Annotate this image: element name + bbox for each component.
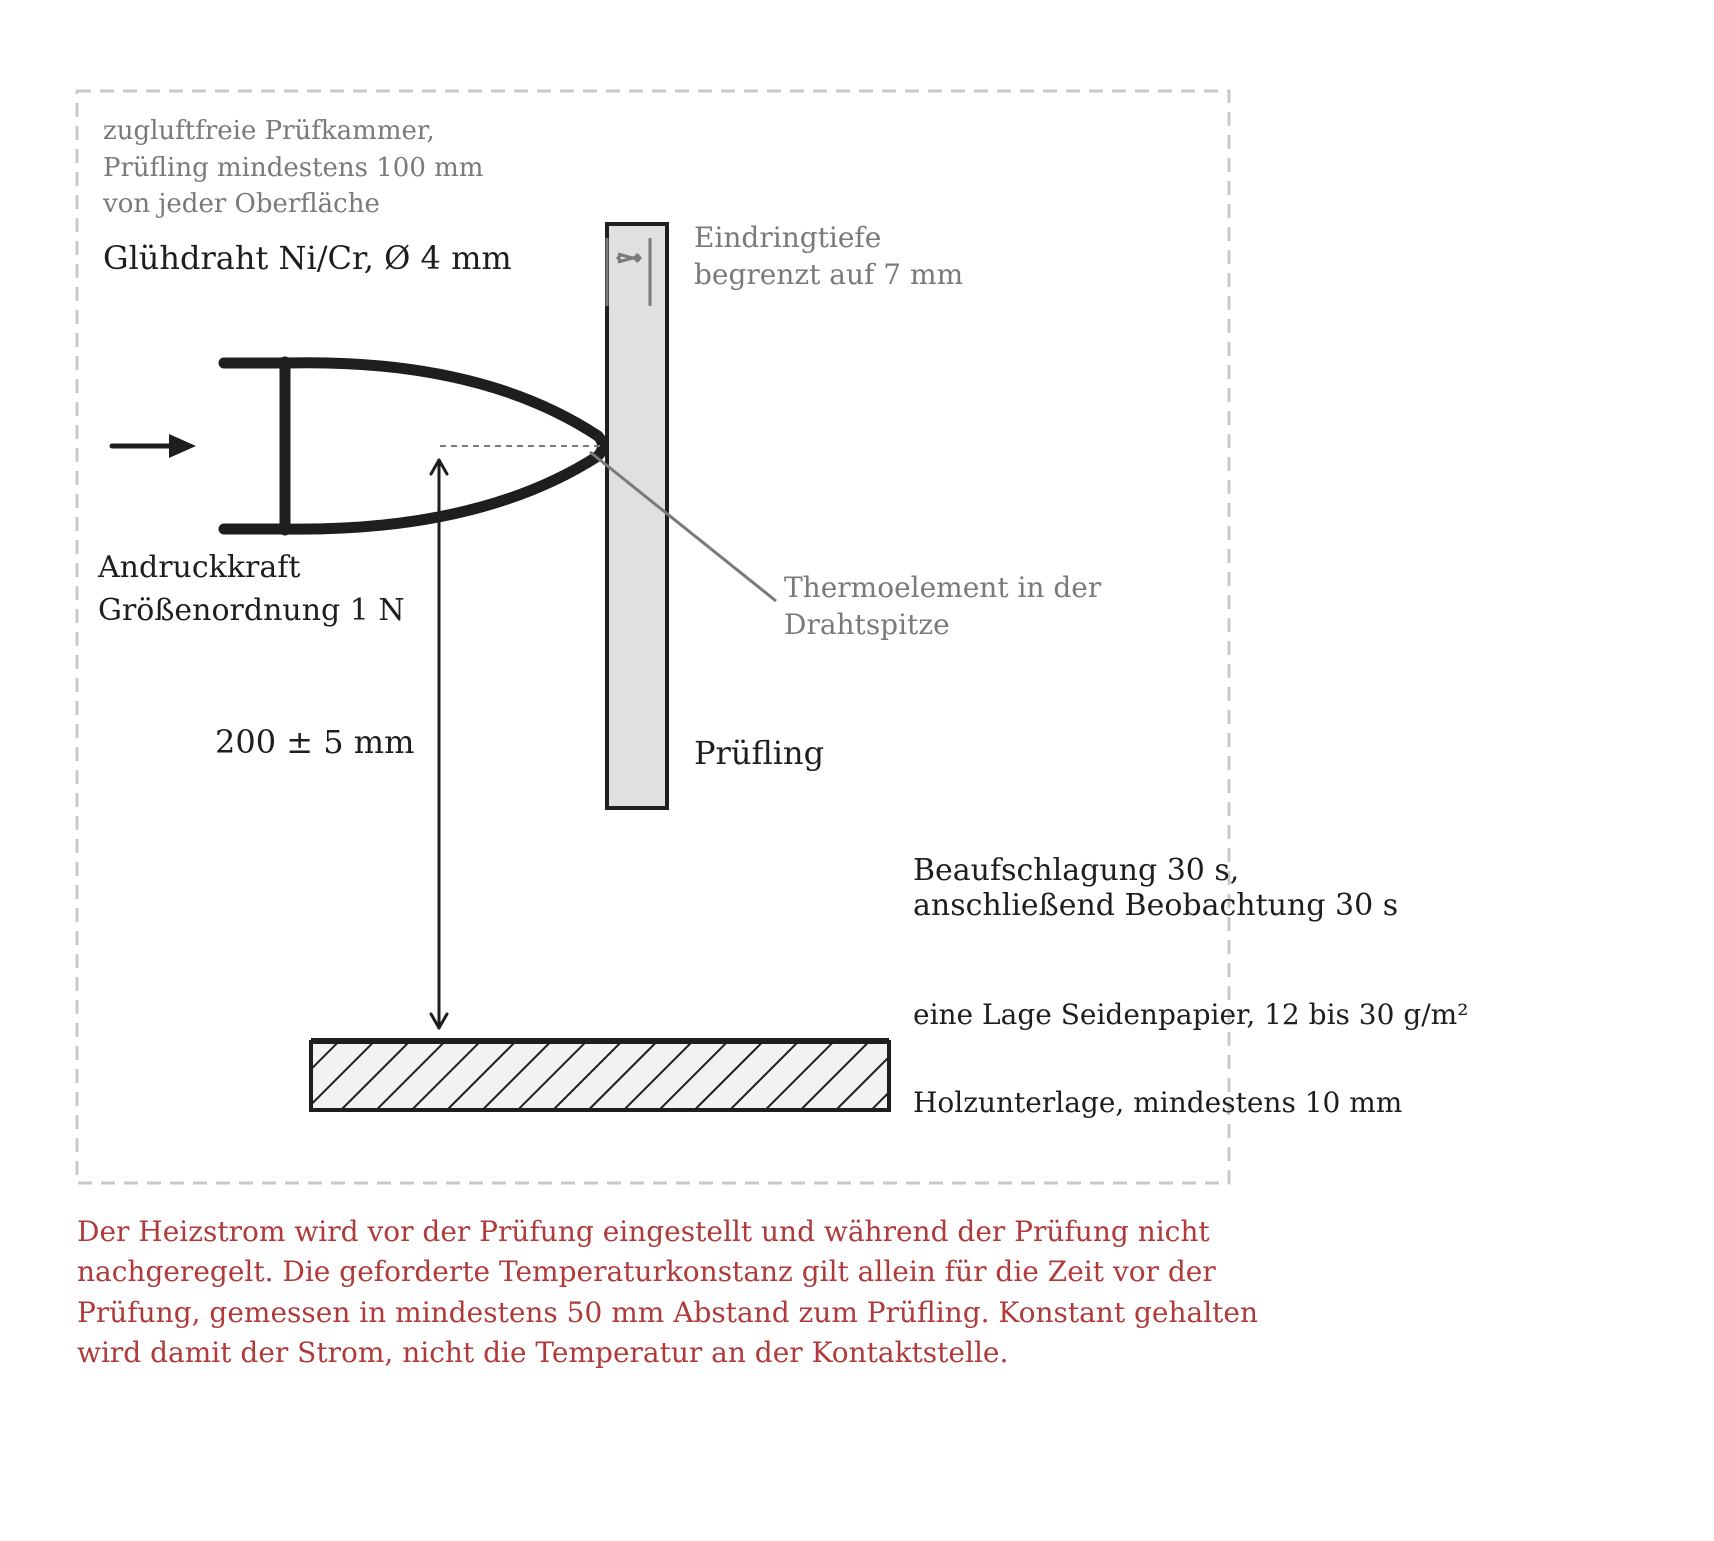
thermocouple-label — [784, 571, 1110, 641]
timing-label-line-1: Beaufschlagung 30 s, — [913, 853, 1240, 888]
penetration-depth-line-1: Eindringtiefe — [694, 221, 882, 254]
note-line-4: wird damit der Strom, nicht die Temperatur an der Kontaktstelle. — [77, 1336, 1009, 1369]
penetration-depth-label — [694, 221, 963, 291]
thermocouple-label-line-2: Drahtspitze — [784, 608, 950, 641]
chamber-note-line-2: Prüfling mindestens 100 mm — [103, 153, 484, 183]
specimen-label: Prüfling — [694, 734, 825, 772]
chamber-note-line-3: von jeder Oberfläche — [103, 189, 380, 219]
note-line-3: Prüfung, gemessen in mindestens 50 mm Abstand zum Prüfling. Konstant gehalten — [77, 1296, 1259, 1329]
chamber-note — [102, 116, 492, 219]
glow-wire-label: Glühdraht Ni/Cr, Ø 4 mm — [103, 239, 512, 277]
timing-label — [913, 853, 1398, 923]
heating-current-note — [77, 1215, 1267, 1369]
thermocouple-label-line-1: Thermoelement in der — [784, 571, 1102, 604]
specimen-plate — [607, 224, 667, 808]
glow-wire — [224, 362, 603, 530]
force-arrow — [112, 434, 196, 458]
force-label-line-1: Andruckkraft — [98, 550, 301, 585]
note-line-1: Der Heizstrom wird vor der Prüfung eingestellt und während der Prüfung nicht — [77, 1215, 1210, 1248]
tissue-paper-label: eine Lage Seidenpapier, 12 bis 30 g/m² — [913, 998, 1469, 1031]
distance-label: 200 ± 5 mm — [215, 723, 415, 761]
force-label-line-2: Größenordnung 1 N — [98, 593, 405, 628]
wooden-board — [311, 1042, 889, 1110]
wooden-board-label: Holzunterlage, mindestens 10 mm — [913, 1086, 1403, 1119]
chamber-note-line-1: zugluftfreie Prüfkammer, — [103, 116, 435, 146]
note-line-2: nachgeregelt. Die geforderte Temperaturkonstanz gilt allein für die Zeit vor der — [77, 1255, 1216, 1288]
penetration-depth-line-2: begrenzt auf 7 mm — [694, 258, 964, 291]
distance-dimension — [431, 460, 447, 1028]
force-label — [97, 550, 405, 628]
timing-label-line-2: anschließend Beobachtung 30 s — [913, 888, 1399, 923]
